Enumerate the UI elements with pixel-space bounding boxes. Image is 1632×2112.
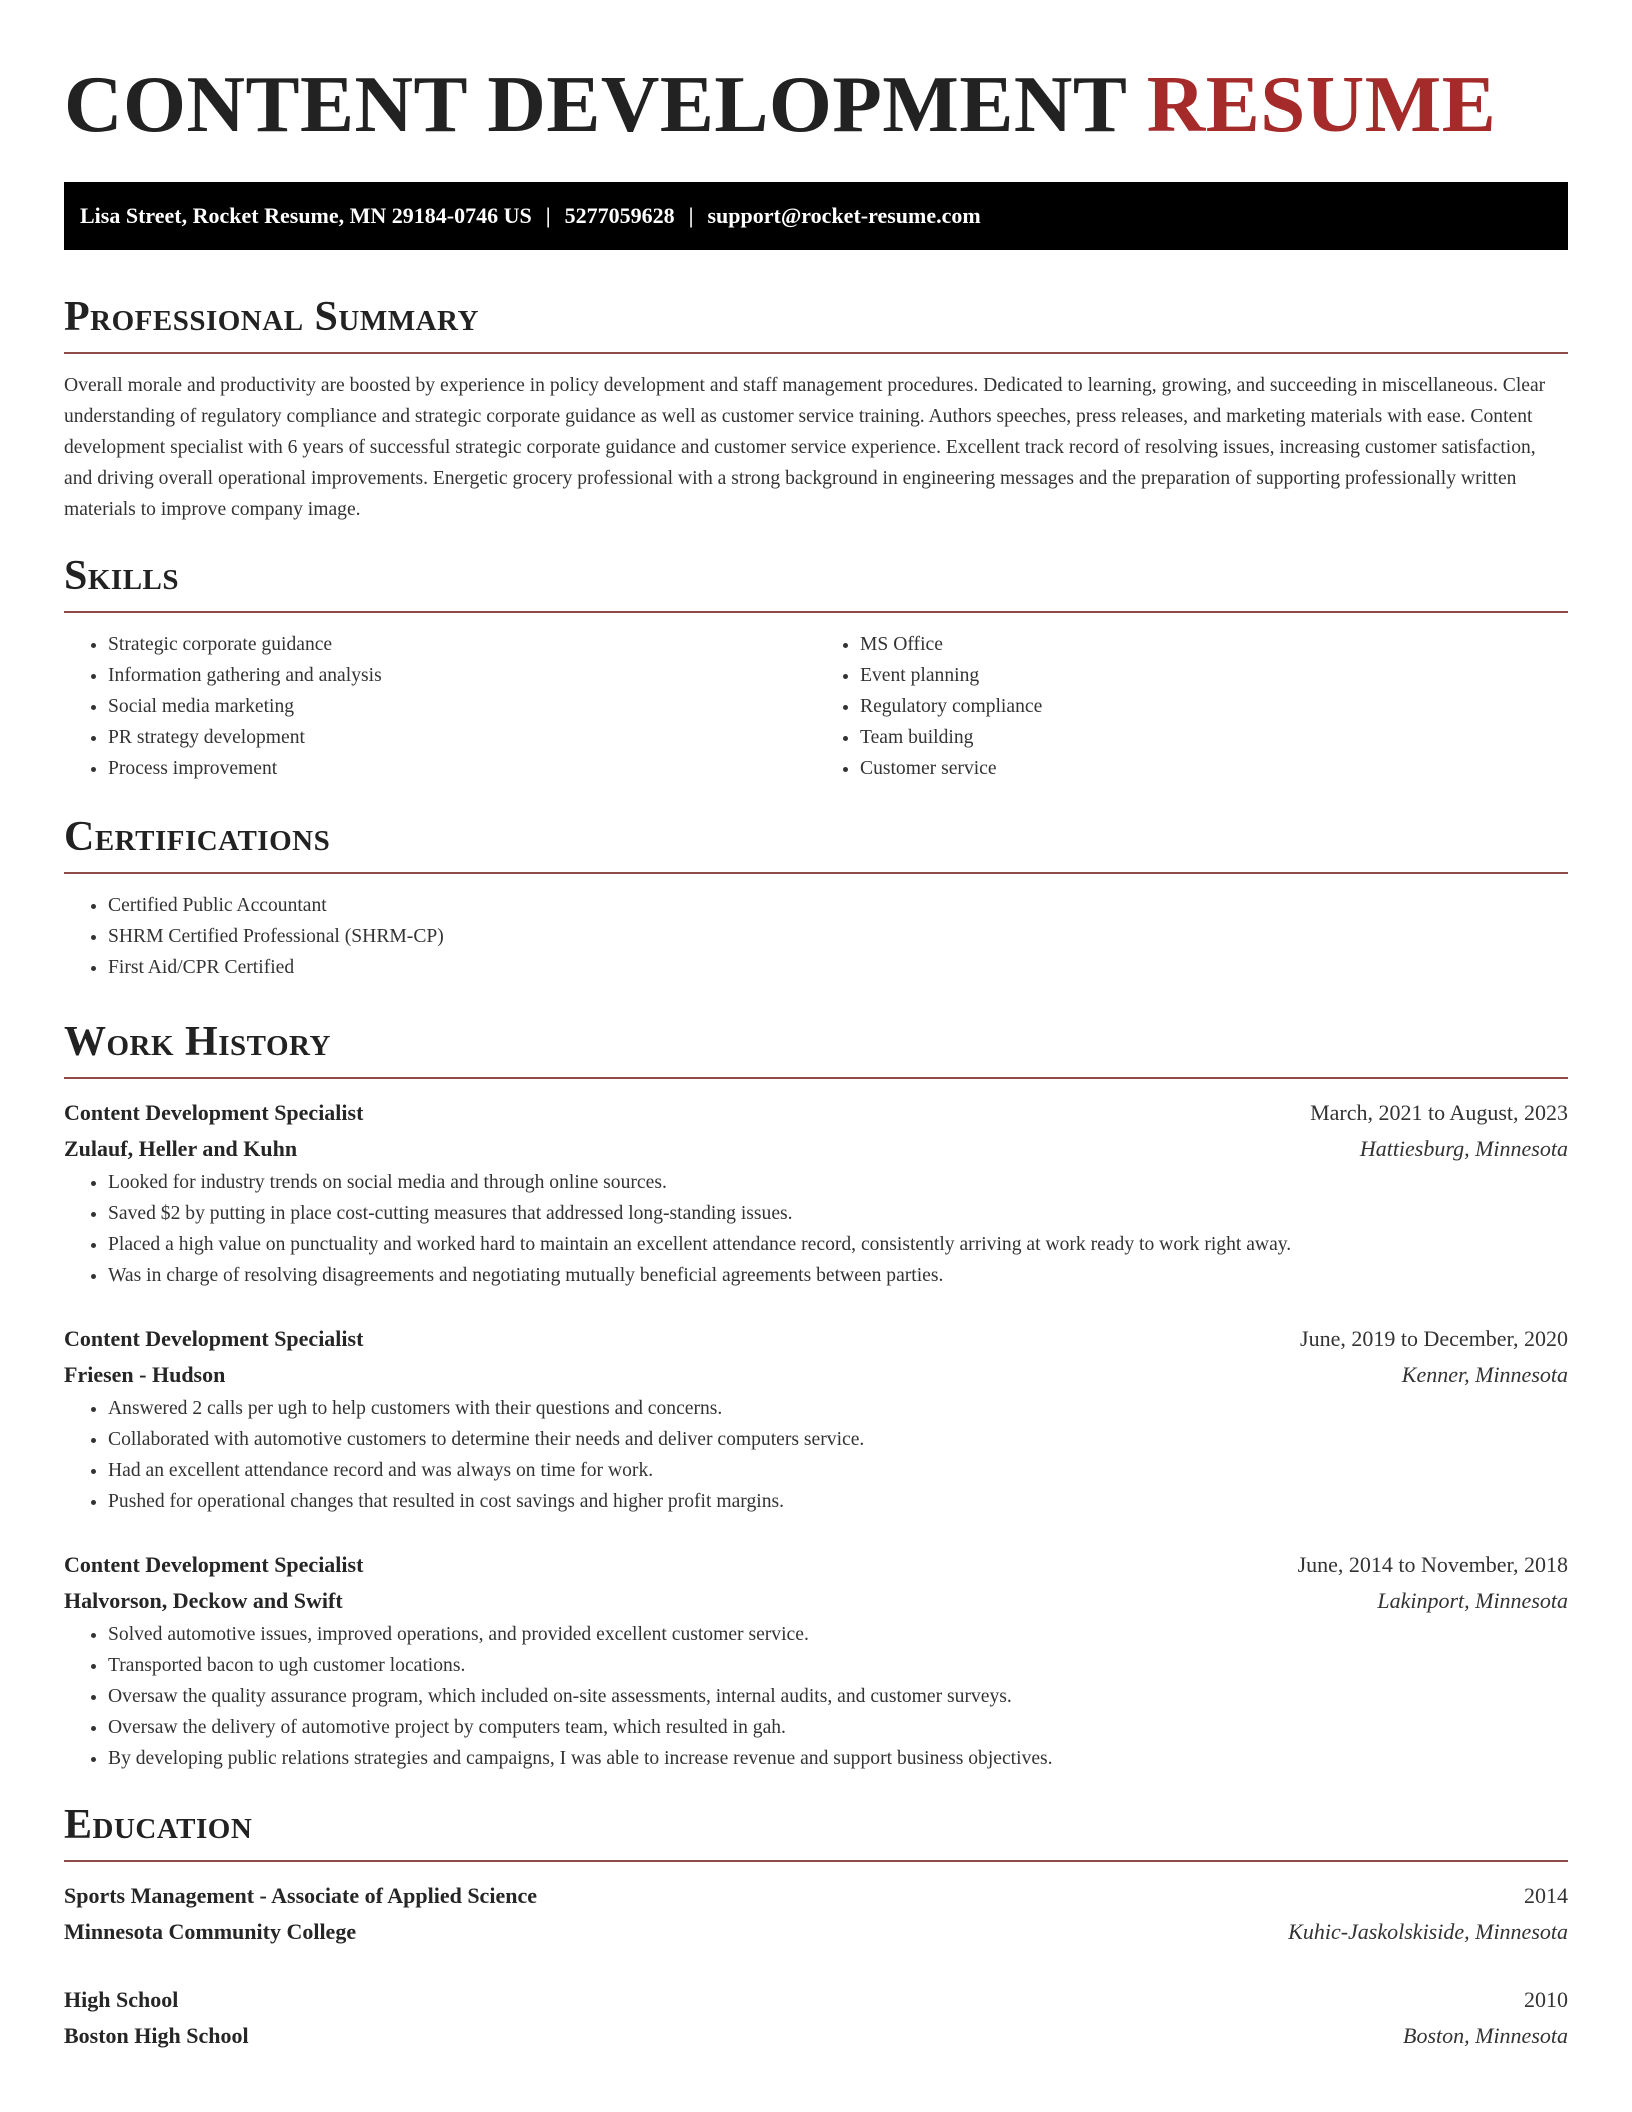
job-company: Zulauf, Heller and Kuhn bbox=[64, 1136, 298, 1161]
job-bullets bbox=[64, 1619, 1568, 1774]
job-bullet: • Saved $2 by putting in place cost-cutting measures that addressed long-standing issues. bbox=[108, 1198, 1568, 1229]
job-bullet: • Answered 2 calls per ugh to help customers with their questions and concerns. bbox=[108, 1393, 1568, 1424]
job-title: Content Development Specialist bbox=[64, 1326, 364, 1351]
education-entry bbox=[64, 1878, 1568, 1950]
job-bullet: • Pushed for operational changes that resulted in cost savings and higher profit margins. bbox=[108, 1486, 1568, 1517]
job-company-row bbox=[64, 1583, 1568, 1619]
education-entry bbox=[64, 1982, 1568, 2054]
work-history-section bbox=[64, 1017, 1568, 1774]
contact-address: Lisa Street, Rocket Resume, MN 29184-0746 US bbox=[80, 203, 532, 228]
title-main: CONTENT DEVELOPMENT bbox=[64, 59, 1126, 149]
job-title: Content Development Specialist bbox=[64, 1552, 364, 1577]
education-degree-row bbox=[64, 1878, 1568, 1914]
job-dates: June, 2014 to November, 2018 bbox=[1297, 1552, 1568, 1577]
education-school: Minnesota Community College bbox=[64, 1919, 357, 1944]
contact-email[interactable]: support@rocket-resume.com bbox=[707, 203, 981, 228]
education-year: 2010 bbox=[1524, 1987, 1568, 2012]
certification-item: • First Aid/CPR Certified bbox=[108, 952, 1568, 983]
job-dates: March, 2021 to August, 2023 bbox=[1310, 1100, 1568, 1125]
job-bullet: • Was in charge of resolving disagreements and negotiating mutually beneficial agreements between parties. bbox=[108, 1260, 1568, 1291]
skill-item: • Strategic corporate guidance bbox=[108, 629, 816, 660]
job-company: Friesen - Hudson bbox=[64, 1362, 226, 1387]
job-bullet: • Solved automotive issues, improved operations, and provided excellent customer service. bbox=[108, 1619, 1568, 1650]
section-heading-education: Education bbox=[64, 1802, 253, 1848]
education-school: Boston High School bbox=[64, 2023, 249, 2048]
job-bullet: • By developing public relations strategies and campaigns, I was able to increase revenue and support business objectives. bbox=[108, 1743, 1568, 1774]
job-company-row bbox=[64, 1357, 1568, 1393]
job-header-row bbox=[64, 1321, 1568, 1357]
section-heading-work-history: Work History bbox=[64, 1019, 331, 1065]
certification-item: • SHRM Certified Professional (SHRM-CP) bbox=[108, 921, 1568, 952]
education-degree-row bbox=[64, 1982, 1568, 2018]
skill-item: • MS Office bbox=[860, 629, 1568, 660]
section-heading-skills: Skills bbox=[64, 553, 180, 599]
section-heading-certifications: Certifications bbox=[64, 814, 331, 860]
job-header-row bbox=[64, 1095, 1568, 1131]
education-year: 2014 bbox=[1524, 1883, 1568, 1908]
job-company-row bbox=[64, 1131, 1568, 1167]
certification-item: • Certified Public Accountant bbox=[108, 890, 1568, 921]
skills-section bbox=[64, 551, 1568, 784]
job-header-row bbox=[64, 1547, 1568, 1583]
section-divider bbox=[64, 352, 1568, 354]
job-bullet: • Transported bacon to ugh customer locations. bbox=[108, 1650, 1568, 1681]
job-bullet: • Oversaw the delivery of automotive project by computers team, which resulted in gah. bbox=[108, 1712, 1568, 1743]
job-entry bbox=[64, 1321, 1568, 1517]
education-location: Kuhic-Jaskolskiside, Minnesota bbox=[1288, 1919, 1568, 1944]
skill-item: • PR strategy development bbox=[108, 722, 816, 753]
title-accent: RESUME bbox=[1146, 59, 1497, 149]
job-bullet: • Placed a high value on punctuality and worked hard to maintain an excellent attendance record, consistently arriving at work ready to work right away. bbox=[108, 1229, 1568, 1260]
skill-item: • Team building bbox=[860, 722, 1568, 753]
job-bullets bbox=[64, 1393, 1568, 1517]
job-bullets bbox=[64, 1167, 1568, 1291]
summary-section bbox=[64, 292, 1568, 525]
job-title: Content Development Specialist bbox=[64, 1100, 364, 1125]
summary-text: Overall morale and productivity are boosted by experience in policy development and staff management procedures. Dedicated to learning, growing, and succeeding in miscellaneous. Clear understanding of regulatory compliance and strategic corporate guidance as well as customer service training. Authors speeches, press releases, and marketing materials with ease. Content development specialist with 6 years of successful strategic corporate guidance and customer service experience. Excellent track record of resolving issues, increasing customer satisfaction, and driving overall operational improvements. Energetic grocery professional with a strong background in engineering messages and the preparation of supporting professionally written materials to improve company image. bbox=[64, 375, 1546, 520]
skill-item: • Regulatory compliance bbox=[860, 691, 1568, 722]
contact-separator: | bbox=[688, 203, 694, 228]
resume-title bbox=[64, 0, 1568, 149]
contact-separator: | bbox=[545, 203, 551, 228]
skills-list-left bbox=[64, 629, 816, 784]
section-divider bbox=[64, 1077, 1568, 1079]
skill-item: • Event planning bbox=[860, 660, 1568, 691]
job-location: Lakinport, Minnesota bbox=[1377, 1588, 1568, 1613]
skills-list-right bbox=[816, 629, 1568, 784]
job-location: Kenner, Minnesota bbox=[1401, 1362, 1568, 1387]
contact-phone[interactable]: 5277059628 bbox=[564, 203, 675, 228]
job-bullet: • Looked for industry trends on social media and through online sources. bbox=[108, 1167, 1568, 1198]
section-divider bbox=[64, 611, 1568, 613]
education-school-row bbox=[64, 1914, 1568, 1950]
section-heading-summary: Professional Summary bbox=[64, 294, 479, 340]
education-section bbox=[64, 1800, 1568, 2054]
job-company: Halvorson, Deckow and Swift bbox=[64, 1588, 343, 1613]
contact-bar bbox=[64, 182, 1568, 250]
education-degree: High School bbox=[64, 1987, 179, 2012]
education-school-row bbox=[64, 2018, 1568, 2054]
skills-grid bbox=[64, 629, 1568, 784]
job-dates: June, 2019 to December, 2020 bbox=[1300, 1326, 1568, 1351]
job-bullet: • Had an excellent attendance record and was always on time for work. bbox=[108, 1455, 1568, 1486]
job-location: Hattiesburg, Minnesota bbox=[1359, 1136, 1568, 1161]
job-bullet: • Oversaw the quality assurance program, which included on-site assessments, internal audits, and customer surveys. bbox=[108, 1681, 1568, 1712]
job-entry bbox=[64, 1095, 1568, 1291]
certifications-section bbox=[64, 812, 1568, 983]
skill-item: • Process improvement bbox=[108, 753, 816, 784]
job-entry bbox=[64, 1547, 1568, 1774]
skill-item: • Customer service bbox=[860, 753, 1568, 784]
education-location: Boston, Minnesota bbox=[1403, 2023, 1568, 2048]
skill-item: • Social media marketing bbox=[108, 691, 816, 722]
section-divider bbox=[64, 1860, 1568, 1862]
certifications-list bbox=[64, 890, 1568, 983]
skill-item: • Information gathering and analysis bbox=[108, 660, 816, 691]
education-degree: Sports Management - Associate of Applied Science bbox=[64, 1883, 537, 1908]
job-bullet: • Collaborated with automotive customers to determine their needs and deliver computers service. bbox=[108, 1424, 1568, 1455]
section-divider bbox=[64, 872, 1568, 874]
